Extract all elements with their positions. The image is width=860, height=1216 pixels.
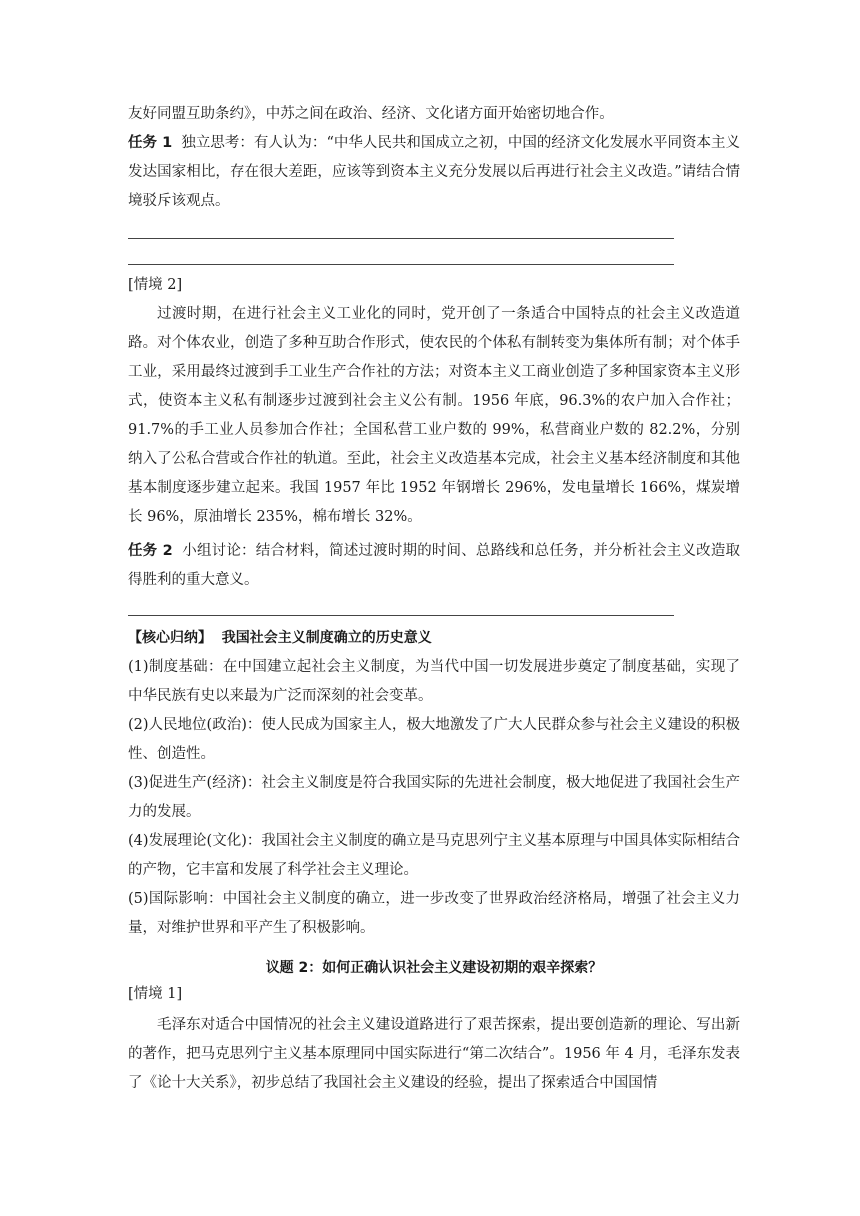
task-label: 任务 1 — [128, 135, 173, 151]
task-1 — [128, 129, 740, 216]
summary-points — [128, 653, 740, 943]
task-text: 独立思考：有人认为：“中华人民共和国成立之初，中国的经济文化发展水平同资本主义发达国家相比，存在很大差距，应该等到资本主义充分发展以后再进行社会主义改造。”请结合情境驳斥该观点。 — [128, 135, 740, 209]
summary-point: (2)人民地位(政治)：使人民成为国家主人，极大地激发了广大人民群众参与社会主义建设的积极性、创造性。 — [128, 717, 740, 762]
scenario-2-label: [情境 2] — [128, 277, 183, 293]
intro-continuation — [128, 100, 740, 129]
summary-point: (5)国际影响：中国社会主义制度的确立，进一步改变了世界政治经济格局，增强了社会主义力量，对维护世界和平产生了积极影响。 — [128, 891, 740, 936]
paragraph: 友好同盟互助条约》，中苏之间在政治、经济、文化诸方面开始密切地合作。 — [128, 106, 614, 122]
scenario-2-text: 过渡时期，在进行社会主义工业化的同时，党开创了一条适合中国特点的社会主义改造道路。对个体农业，创造了多种互助合作形式，使农民的个体私有制转变为集体所有制；对个体手工业，采用最终过渡到手工业生产合作社的方法；对资本主义工商业创造了多种国家资本主义形式，使资本主义私有制逐步过渡到社会主义公有制。1956 年底，96.3%的农户加入合作社；91.7%的手工业人员参加合作社；全国私营工业户数的 99%，私营商业户数的 82.2%，分别纳入了公私合营或合作社的轨道。至此，社会主义改造基本完成，社会主义基本经济制度和其他基本制度逐步建立起来。我国 1957 年比 1952 年钢增长 296%，发电量增长 166%，煤炭增长 96%，原油增长 235%，棉布增长 32%。 — [128, 306, 740, 525]
task-text: 小组讨论：结合材料，简述过渡时期的时间、总路线和总任务，并分析社会主义改造取得胜利的重大意义。 — [128, 543, 741, 588]
topic-2-heading: 议题 2：如何正确认识社会主义建设初期的艰辛探索？ — [265, 960, 603, 976]
summary-point: (1)制度基础：在中国建立起社会主义制度，为当代中国一切发展进步奠定了制度基础，实现了中华民族有史以来最为广泛而深刻的社会变革。 — [128, 659, 740, 704]
scenario-1-label: [情境 1] — [128, 986, 183, 1002]
summary-point: (3)促进生产(经济)：社会主义制度是符合我国实际的先进社会制度，极大地促进了我国社会生产力的发展。 — [128, 775, 740, 820]
summary-point: (4)发展理论(文化)：我国社会主义制度的确立是马克思列宁主义基本原理与中国具体实际相结合的产物，它丰富和发展了科学社会主义理论。 — [128, 833, 740, 878]
core-summary-heading — [128, 624, 740, 653]
task-label: 任务 2 — [128, 543, 173, 559]
summary-title: 我国社会主义制度确立的历史意义 — [221, 630, 432, 646]
summary-tag: 【核心归纳】 — [128, 630, 212, 646]
answer-line — [128, 238, 674, 239]
task-2 — [128, 537, 740, 595]
answer-line — [128, 264, 674, 265]
scenario-1-text: 毛泽东对适合中国情况的社会主义建设道路进行了艰苦探索，提出要创造新的理论、写出新的著作，把马克思列宁主义基本原理同中国实际进行“第二次结合”。1956 年 4 月，毛泽东发表了《论十大关系》，初步总结了我国社会主义建设的经验，提出了探索适合中国国情 — [128, 1017, 740, 1091]
answer-line — [128, 615, 674, 616]
